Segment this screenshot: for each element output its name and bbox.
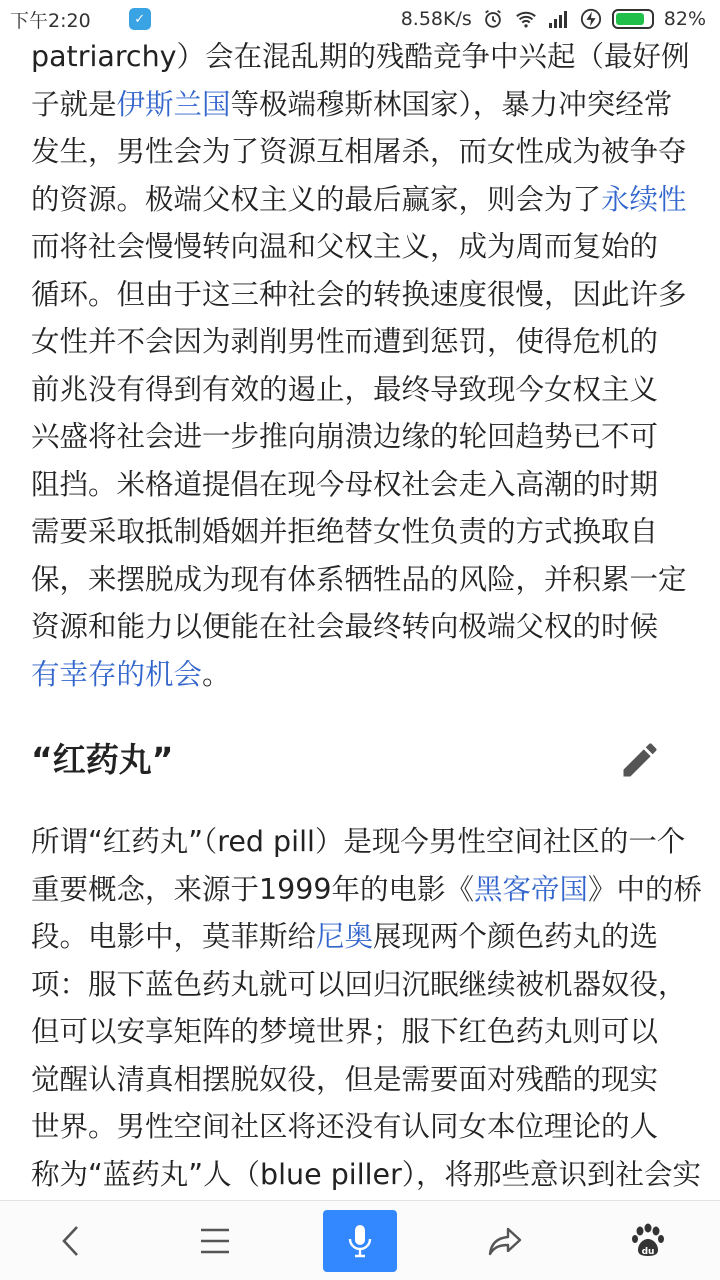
text-run: 称为“蓝药丸”人（blue piller），将那些意识到社会实 (31, 1157, 702, 1191)
text-run: 而将社会慢慢转向温和父权主义，成为周而复始的 (31, 230, 659, 263)
battery-icon (612, 9, 654, 29)
text-run: 保，来摆脱成为现有体系牺牲品的风险，并积累一定 (31, 562, 687, 596)
text-run: 兴盛将社会进一步推向崩溃边缘的轮回趋势已不可 (31, 420, 659, 453)
text-line (31, 603, 691, 651)
article-paragraph-patriarchy (31, 33, 691, 698)
text-run: 觉醒认清真相摆脱奴役，但是需要面对残酷的现实 (31, 1062, 659, 1096)
text-run: 循环。但由于这三种社会的转换速度很慢，因此许多 (31, 277, 687, 311)
text-line (31, 818, 691, 866)
pencil-edit-icon (618, 738, 662, 782)
back-button[interactable] (36, 1209, 108, 1273)
article-link[interactable]: 有幸存的机会 (31, 657, 203, 691)
text-run: 的资源。极端父权主义的最后赢家，则会为了 (31, 182, 602, 216)
menu-button[interactable] (179, 1209, 251, 1273)
article-link[interactable]: 黑客帝国 (474, 872, 589, 906)
text-run: 资源和能力以便能在社会最终转向极端父权的时候 (31, 610, 659, 643)
text-line (31, 128, 691, 176)
text-run: 所谓“红药丸”（red pill）是现今男性空间社区的一个 (31, 825, 686, 858)
charging-icon (580, 8, 602, 30)
text-run: 项：服下蓝色药丸就可以回归沉眠继续被机器奴役， (31, 967, 687, 1001)
text-line (31, 81, 691, 129)
article-link[interactable]: 尼奥 (316, 920, 374, 953)
network-speed: 8.58K/s (400, 8, 472, 30)
text-line (31, 413, 691, 461)
microphone-icon (346, 1223, 374, 1259)
share-button[interactable] (469, 1209, 541, 1273)
text-line (31, 961, 691, 1009)
text-run: 子就是 (31, 87, 117, 121)
text-run: 前兆没有得到有效的遏止，最终导致现今女权主义 (31, 372, 659, 406)
menu-icon (198, 1226, 232, 1256)
text-line (31, 866, 703, 914)
text-run: 需要采取抵制婚姻并拒绝替女性负责的方式换取自 (31, 515, 659, 548)
wifi-icon (514, 8, 538, 30)
text-line (31, 366, 691, 414)
text-run: 。 (202, 657, 231, 691)
text-run: patriarchy）会在混乱期的残酷竞争中兴起（最好例 (31, 40, 690, 73)
text-line (31, 223, 691, 271)
baidu-paw-icon (630, 1223, 666, 1259)
text-line (31, 651, 691, 699)
text-run: 段。电影中，莫菲斯给 (31, 920, 317, 953)
text-line (31, 913, 691, 961)
section-heading-red-pill: “红药丸” (31, 740, 174, 779)
text-run: 世界。男性空间社区将还没有认同女本位理论的人 (31, 1110, 659, 1143)
browser-app-icon: ✓ (129, 8, 151, 30)
text-line (31, 33, 691, 81)
baidu-home-button[interactable] (612, 1209, 684, 1273)
voice-search-button[interactable] (323, 1210, 397, 1272)
text-line (31, 1151, 702, 1199)
text-line (31, 318, 691, 366)
text-line (31, 461, 691, 509)
battery-level-fill (616, 13, 644, 25)
text-line (31, 1103, 691, 1151)
article-paragraph-red-pill (31, 818, 703, 1198)
text-line (31, 271, 691, 319)
edit-section-button[interactable] (618, 738, 662, 782)
alarm-icon (482, 8, 504, 30)
text-line (31, 1008, 691, 1056)
article-link[interactable]: 伊斯兰国 (116, 87, 231, 121)
text-line (31, 1056, 691, 1104)
status-time: 下午2:20 (10, 9, 91, 32)
battery-percent: 82% (663, 8, 706, 30)
text-run: 阻挡。米格道提倡在现今母权社会走入高潮的时期 (31, 467, 659, 501)
text-run: 》中的桥 (588, 872, 703, 906)
signal-icon (548, 9, 570, 29)
status-bar (0, 0, 720, 38)
text-run: 但可以安享矩阵的梦境世界；服下红色药丸则可以 (31, 1015, 659, 1048)
text-run: 重要概念，来源于1999年的电影《 (31, 872, 475, 906)
article-link[interactable]: 永续性 (601, 182, 687, 216)
text-run: 等极端穆斯林国家），暴力冲突经常 (230, 87, 673, 121)
share-icon (487, 1225, 523, 1257)
svg-text:du: du (641, 1246, 655, 1257)
text-run: 展现两个颜色药丸的选 (373, 920, 659, 953)
text-line (31, 176, 691, 224)
text-line (31, 556, 691, 604)
back-arrow-icon (57, 1224, 87, 1258)
text-line (31, 508, 691, 556)
text-run: 发生，男性会为了资源互相屠杀，而女性成为被争夺 (31, 135, 687, 168)
bottom-navigation-bar (0, 1200, 720, 1280)
text-run: 女性并不会因为剥削男性而遭到惩罚，使得危机的 (31, 325, 659, 358)
